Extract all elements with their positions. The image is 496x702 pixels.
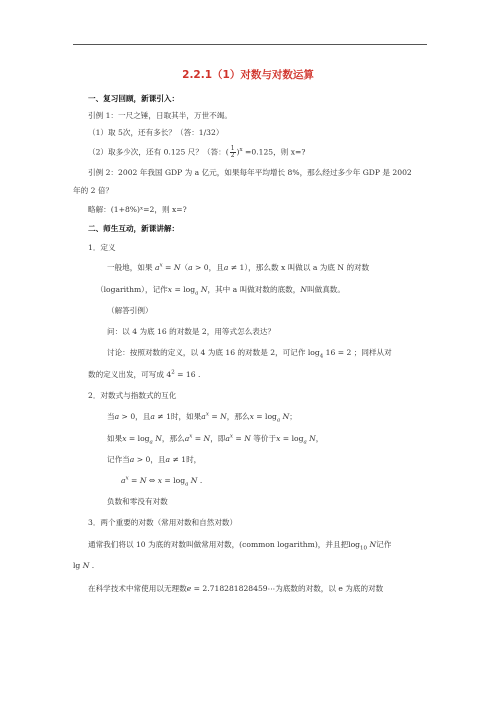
section-heading-review: 一、复习回顾，新课引入： xyxy=(88,94,180,103)
conversion-line-3: 记作当a > 0，且a ≠ 1时， xyxy=(107,455,202,464)
important-logs-heading: 3．两个重要的对数（常用对数和自然对数） xyxy=(88,518,238,527)
intro-example-1: 引例 1：一尺之锤，日取其半，万世不竭。 xyxy=(88,111,232,120)
definition-heading: 1．定义 xyxy=(88,243,116,252)
conversion-heading: 2．对数式与指数式的互化 xyxy=(88,391,177,400)
conversion-line-1: 当a > 0，且a ≠ 1时，如果$a^x = N$，那么$x = \log_a N$； xyxy=(107,411,297,424)
discussion-line-1: 讨论：按照对数的定义，以 4 为底 16 的对数是 2，可记作 $\log_4 16 = 2$ ；同样从对 xyxy=(107,348,392,360)
negative-zero-note: 负数和零没有对数 xyxy=(107,497,168,506)
question-log-4-16: 问：以 4 为底 16 的对数是 2，用等式怎么表达？ xyxy=(107,327,276,336)
header-rule xyxy=(73,44,427,45)
common-log-line: 通常我们将以 10 为底的对数叫做常用对数，(common logarithm)，并且把$\log_{10} N$记作 xyxy=(88,540,392,552)
intro-example-2: 引例 2：2002 年我国 GDP 为 a 亿元，如果每年平均增长 8%，那么经过多少年 GDP 是 2002 xyxy=(88,168,412,177)
discussion-line-2: 数的定义出发，可写成 $4^2 = 16$ . xyxy=(88,369,201,379)
intro-question-2: （2）取多少次，还有 0.125 尺？（答：( $\frac{1}{2}$ )$^x$ =0.125，则 x=? xyxy=(88,145,306,159)
intro-question-1: （1）取 5次，还有多长？（答：1/32） xyxy=(88,128,224,137)
page-title: 2.2.1（1）对数与对数运算 xyxy=(182,69,314,81)
section-heading-lecture: 二、师生互动，新课讲解： xyxy=(88,224,180,233)
fraction-one-half: $\frac{1}{2}$ xyxy=(230,145,235,159)
intro-solution: 略解：(1+8%)ˣ=2，则 x=? xyxy=(88,205,187,214)
answer-example-note: （解答引例） xyxy=(107,306,153,315)
intro-example-2-cont: 年的 2 倍？ xyxy=(73,186,114,195)
conversion-line-2: 如果$x = \log_a N$，那么$a^x = N$，即$a^x = N$ 等价于$x = \log_a N$， xyxy=(107,433,324,446)
definition-line-1: 一般地，如果 $a^x = N(a > 0$，且a ≠ 1），那么数 x 叫做以 a 为底 N 的对数 xyxy=(107,262,370,272)
natural-log-line: 在科学技术中常使用以无理数e = 2.718281828459⋯为底数的对数，以 e 为底的对数 xyxy=(88,584,384,593)
definition-line-2: （logarithm），记作$x = \log_a N$，其中 a 叫做对数的底数，N叫做真数。 xyxy=(96,285,345,297)
equivalence-formula: $a^x = N$ ⇔ $x = \log_a N$ . xyxy=(121,475,203,488)
common-log-symbol: lg N . xyxy=(73,561,95,570)
